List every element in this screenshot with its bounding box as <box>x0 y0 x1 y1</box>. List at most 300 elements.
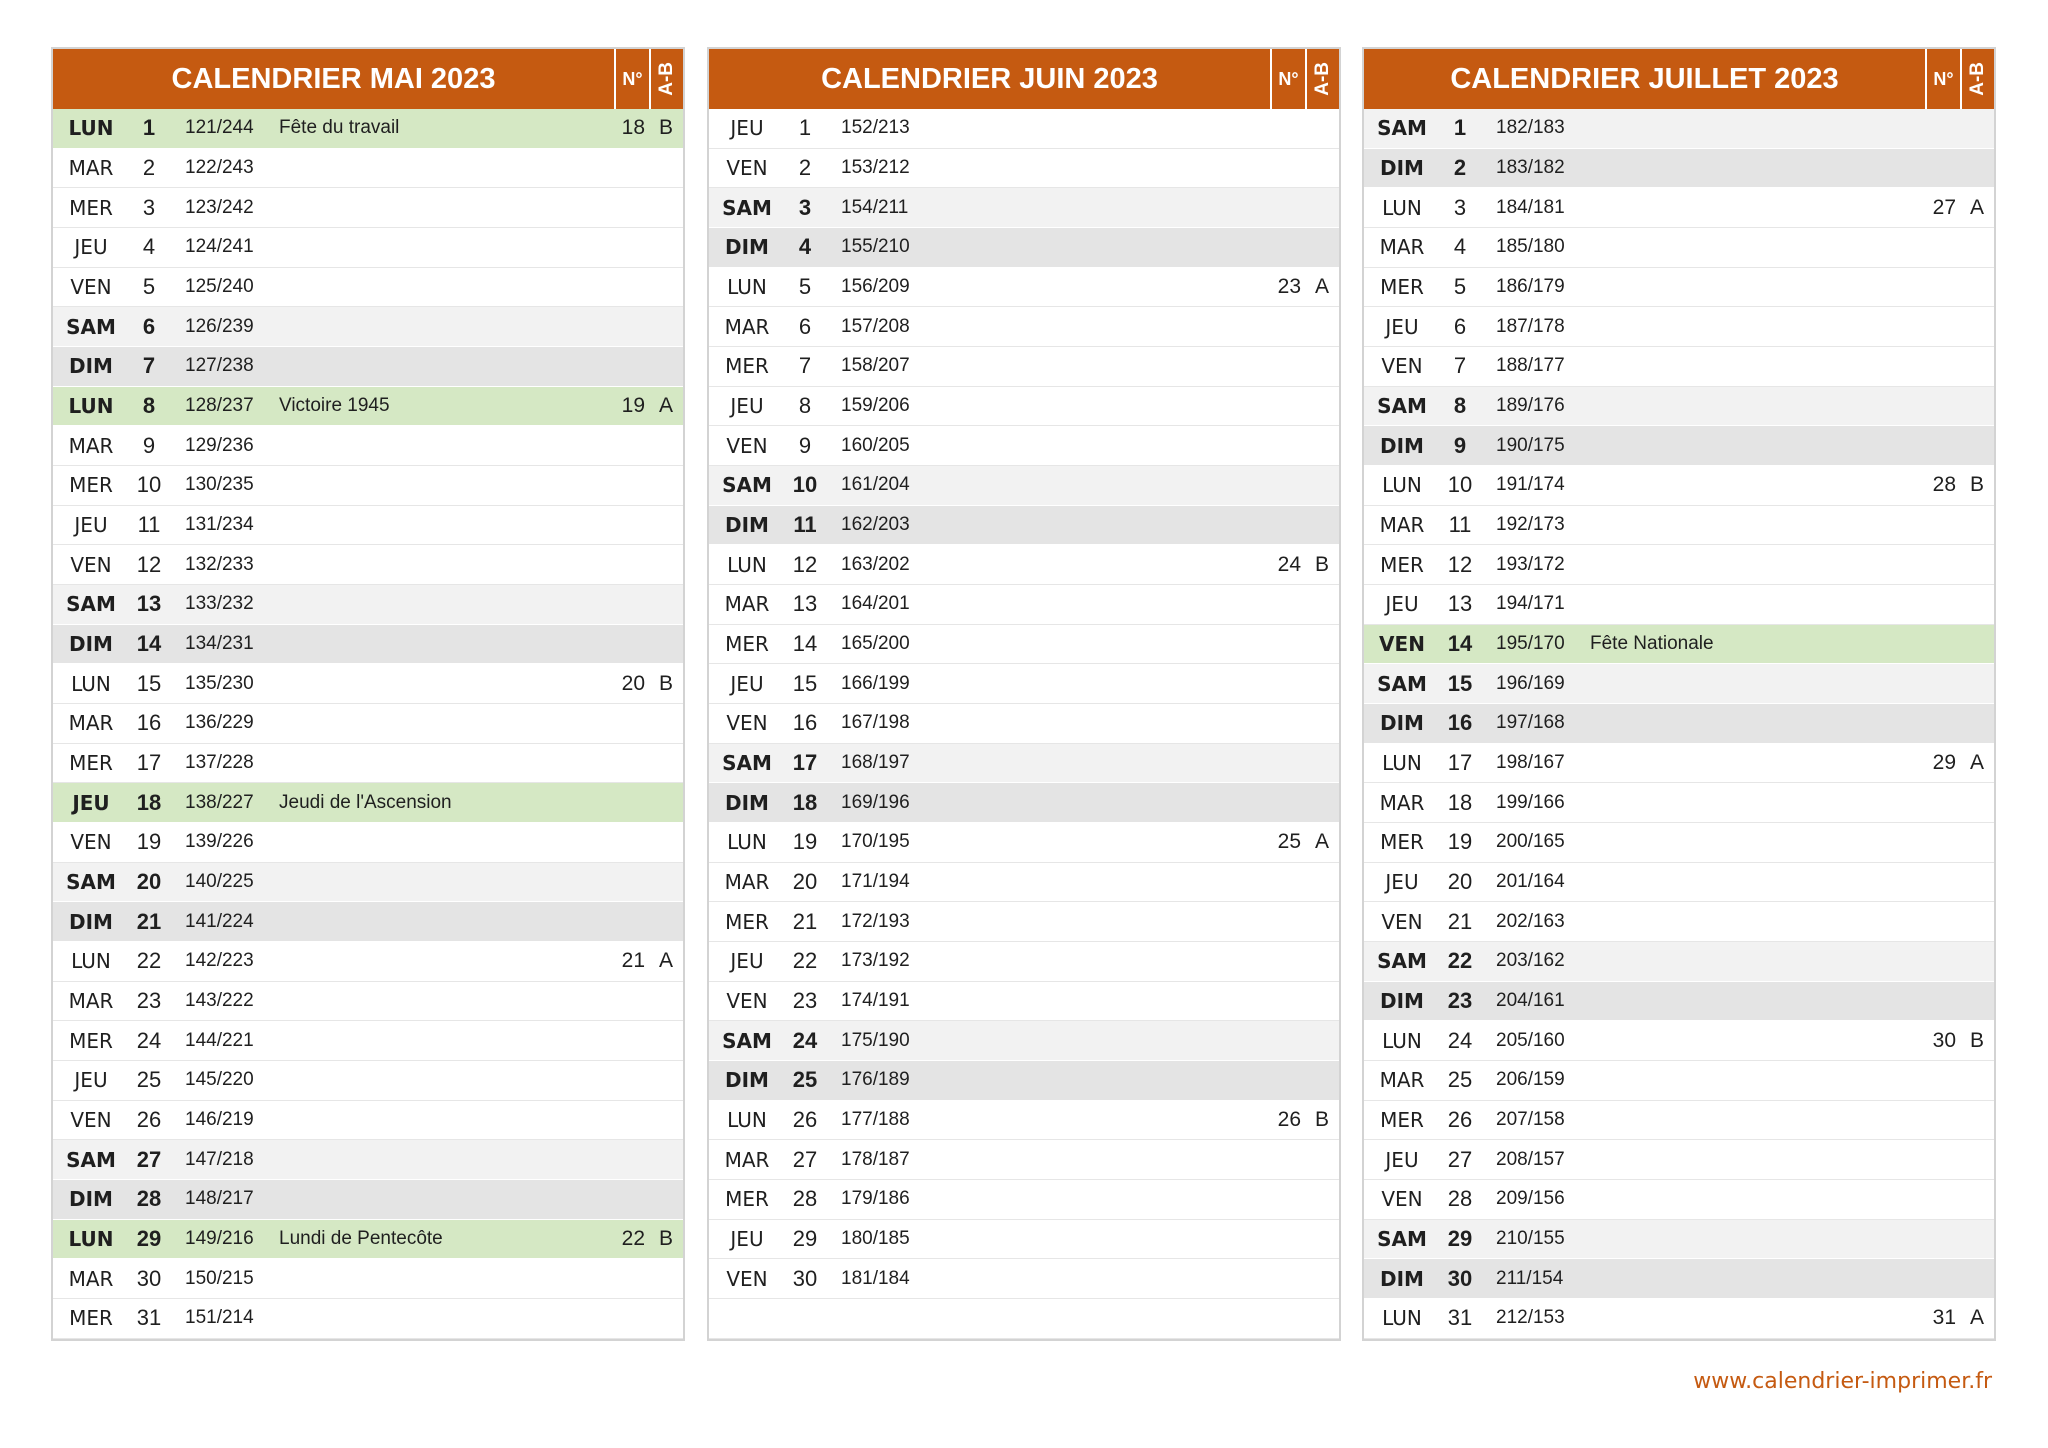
week-parity: B <box>658 1227 673 1251</box>
day-name: MAR <box>68 711 114 736</box>
month-header <box>1364 49 1994 109</box>
day-of-year: 183/182 <box>1496 157 1565 178</box>
day-name: DIM <box>1380 989 1424 1014</box>
week-parity: B <box>1969 1028 1984 1052</box>
day-of-year: 192/173 <box>1496 514 1565 536</box>
day-name: LUN <box>727 275 767 300</box>
day-of-year: 124/241 <box>185 236 254 258</box>
day-row <box>709 1061 1339 1101</box>
day-name: LUN <box>71 671 111 696</box>
holiday-name: Jeudi de l'Ascension <box>279 791 452 813</box>
day-number: 29 <box>1447 1226 1473 1252</box>
day-row <box>709 823 1339 863</box>
day-name: MER <box>69 195 113 220</box>
week-number: 30 <box>1932 1028 1956 1052</box>
day-of-year: 203/162 <box>1496 950 1565 972</box>
day-of-year: 152/213 <box>841 117 910 139</box>
day-name: SAM <box>1377 1227 1427 1252</box>
day-row <box>53 982 683 1022</box>
day-number: 23 <box>792 988 818 1014</box>
day-of-year: 178/187 <box>841 1148 910 1170</box>
day-number: 28 <box>1447 1186 1473 1212</box>
day-number: 21 <box>136 908 162 934</box>
day-row <box>1364 466 1994 506</box>
day-number: 24 <box>136 1027 162 1053</box>
day-row <box>709 149 1339 189</box>
day-row <box>1364 823 1994 863</box>
week-parity: A <box>1969 1306 1984 1330</box>
day-row <box>709 1220 1339 1260</box>
day-of-year: 194/171 <box>1496 593 1565 615</box>
day-number: 18 <box>136 789 162 815</box>
day-of-year: 128/237 <box>185 395 254 417</box>
day-name: SAM <box>66 314 116 339</box>
day-of-year: 175/190 <box>841 1029 910 1051</box>
day-of-year: 140/225 <box>185 871 254 893</box>
day-row <box>53 1259 683 1299</box>
day-rows <box>709 109 1339 1339</box>
day-of-year: 126/239 <box>185 315 254 337</box>
day-number: 20 <box>1447 869 1473 895</box>
day-row <box>709 228 1339 268</box>
day-name: MAR <box>724 314 770 339</box>
week-number: 28 <box>1932 473 1956 497</box>
day-of-year: 149/216 <box>185 1228 254 1250</box>
day-row <box>53 625 683 665</box>
day-name: LUN <box>1382 1028 1422 1053</box>
day-of-year: 132/233 <box>185 553 254 575</box>
day-number: 7 <box>142 353 156 379</box>
day-of-year: 186/179 <box>1496 276 1565 298</box>
day-number: 25 <box>1447 1067 1473 1093</box>
day-of-year: 176/189 <box>841 1069 910 1091</box>
day-name: LUN <box>1382 751 1422 776</box>
day-name: MER <box>69 1306 113 1331</box>
day-row <box>1364 506 1994 546</box>
day-of-year: 168/197 <box>841 752 910 774</box>
day-of-year: 169/196 <box>841 791 910 813</box>
day-number: 12 <box>136 551 162 577</box>
day-number: 2 <box>142 155 156 180</box>
day-name: LUN <box>1382 473 1422 498</box>
day-of-year: 165/200 <box>841 633 910 655</box>
day-of-year: 204/161 <box>1496 990 1565 1012</box>
day-number: 5 <box>142 274 156 300</box>
day-row <box>53 823 683 863</box>
day-row <box>1364 625 1994 665</box>
day-of-year: 208/157 <box>1496 1148 1565 1170</box>
day-name: MER <box>725 1187 769 1212</box>
week-number-header: N° <box>614 49 649 109</box>
day-row <box>53 149 683 189</box>
day-row <box>53 347 683 387</box>
day-of-year: 157/208 <box>841 315 910 337</box>
day-number: 20 <box>136 869 162 895</box>
day-of-year: 210/155 <box>1496 1228 1565 1250</box>
day-name: VEN <box>1379 632 1425 657</box>
day-name: MAR <box>724 1147 770 1172</box>
day-of-year: 153/212 <box>841 157 910 178</box>
day-number: 20 <box>792 869 818 895</box>
day-number: 3 <box>798 194 812 220</box>
day-name: LUN <box>68 1227 114 1252</box>
day-row <box>1364 1061 1994 1101</box>
day-of-year: 162/203 <box>841 514 910 536</box>
day-of-year: 196/169 <box>1496 672 1565 694</box>
day-of-year: 166/199 <box>841 672 910 694</box>
week-parity-header-cell <box>1960 49 1994 109</box>
day-number: 2 <box>1453 155 1467 180</box>
day-row <box>1364 228 1994 268</box>
day-number: 21 <box>792 908 818 934</box>
day-name: SAM <box>722 473 772 498</box>
day-row <box>709 863 1339 903</box>
day-row <box>709 1140 1339 1180</box>
day-number: 13 <box>1447 591 1473 617</box>
day-number: 18 <box>792 789 818 815</box>
week-number: 18 <box>621 116 645 140</box>
month-title: CALENDRIER JUIN 2023 <box>821 63 1158 95</box>
day-rows <box>1364 109 1994 1339</box>
month-panel-july <box>1362 47 1996 1341</box>
day-of-year: 212/153 <box>1496 1307 1565 1329</box>
month-panel-june <box>707 47 1341 1341</box>
day-name: MAR <box>1379 1068 1425 1093</box>
day-name: MAR <box>1379 235 1425 260</box>
day-name: MER <box>1380 552 1424 577</box>
day-name: DIM <box>69 1187 113 1212</box>
day-name: JEU <box>1385 1147 1419 1172</box>
day-number: 14 <box>136 631 162 657</box>
day-row <box>53 942 683 982</box>
day-row <box>53 1101 683 1141</box>
day-of-year: 191/174 <box>1496 474 1565 496</box>
day-number: 26 <box>1447 1107 1473 1133</box>
week-number: 19 <box>621 394 645 418</box>
day-name: SAM <box>66 870 116 895</box>
day-row <box>53 783 683 823</box>
day-of-year: 147/218 <box>185 1148 254 1170</box>
day-name: LUN <box>727 830 767 855</box>
day-row <box>709 982 1339 1022</box>
day-number: 12 <box>1447 551 1473 577</box>
day-of-year: 131/234 <box>185 514 254 536</box>
day-name: JEU <box>730 671 764 696</box>
holiday-name: Victoire 1945 <box>279 395 390 417</box>
day-name: MER <box>725 354 769 379</box>
day-of-year: 167/198 <box>841 712 910 734</box>
holiday-name: Lundi de Pentecôte <box>279 1228 443 1250</box>
day-name: VEN <box>726 711 768 736</box>
day-of-year: 137/228 <box>185 752 254 774</box>
day-row <box>709 704 1339 744</box>
day-of-year: 135/230 <box>185 672 254 694</box>
day-of-year: 171/194 <box>841 871 910 893</box>
day-number: 11 <box>137 512 161 538</box>
day-row <box>53 109 683 149</box>
day-number: 19 <box>1447 829 1473 855</box>
day-of-year: 179/186 <box>841 1188 910 1210</box>
day-of-year: 181/184 <box>841 1267 910 1289</box>
week-parity: A <box>1969 195 1984 219</box>
day-number: 28 <box>136 1186 162 1212</box>
day-row <box>709 783 1339 823</box>
week-parity: A <box>1314 830 1329 854</box>
day-name: SAM <box>1377 671 1427 696</box>
day-row <box>53 188 683 228</box>
day-number: 30 <box>1447 1265 1473 1291</box>
day-row <box>53 585 683 625</box>
day-row <box>1364 1101 1994 1141</box>
day-name: MAR <box>68 156 114 180</box>
day-row <box>1364 585 1994 625</box>
day-number: 30 <box>136 1265 162 1291</box>
week-parity: B <box>658 116 673 140</box>
day-of-year: 161/204 <box>841 474 910 496</box>
day-row <box>709 942 1339 982</box>
day-of-year: 170/195 <box>841 831 910 853</box>
day-row <box>53 466 683 506</box>
day-of-year: 198/167 <box>1496 752 1565 774</box>
day-name: VEN <box>1381 909 1423 934</box>
week-parity-header-cell <box>1305 49 1339 109</box>
month-header <box>709 49 1339 109</box>
day-row <box>53 1220 683 1260</box>
week-parity: A <box>1969 751 1984 775</box>
day-of-year: 151/214 <box>185 1307 254 1329</box>
day-name: MER <box>69 473 113 498</box>
day-name: MAR <box>68 1266 114 1291</box>
day-number: 25 <box>136 1067 162 1093</box>
day-row <box>1364 188 1994 228</box>
day-name: JEU <box>1385 314 1419 339</box>
day-name: SAM <box>66 1147 116 1172</box>
day-name: DIM <box>725 790 769 815</box>
day-number: 30 <box>792 1265 818 1291</box>
day-row <box>53 1180 683 1220</box>
day-name: JEU <box>730 394 764 419</box>
day-of-year: 159/206 <box>841 395 910 417</box>
day-name: MER <box>1380 1108 1424 1133</box>
day-name: JEU <box>730 116 764 141</box>
month-header <box>53 49 683 109</box>
day-of-year: 211/154 <box>1496 1267 1564 1289</box>
day-of-year: 207/158 <box>1496 1109 1565 1131</box>
day-name: JEU <box>72 790 110 815</box>
day-name: JEU <box>1385 592 1419 617</box>
day-number: 19 <box>792 829 818 855</box>
day-number: 9 <box>798 432 812 458</box>
day-number: 17 <box>1447 750 1473 776</box>
day-name: SAM <box>66 592 116 617</box>
day-of-year: 139/226 <box>185 831 254 853</box>
day-name: VEN <box>70 552 112 577</box>
day-number: 8 <box>142 393 156 419</box>
day-row <box>1364 149 1994 189</box>
day-of-year: 141/224 <box>185 910 254 932</box>
day-name: VEN <box>726 156 768 180</box>
day-number: 3 <box>142 194 156 220</box>
day-name: LUN <box>68 116 114 141</box>
day-name: LUN <box>727 1108 767 1133</box>
day-number: 4 <box>142 234 156 260</box>
website-link[interactable]: www.calendrier-imprimer.fr <box>1693 1369 1992 1394</box>
week-parity: B <box>658 671 673 695</box>
day-name: DIM <box>725 235 769 260</box>
day-name: VEN <box>1381 354 1423 379</box>
day-of-year: 142/223 <box>185 950 254 972</box>
week-parity: A <box>658 394 673 418</box>
day-row <box>1364 942 1994 982</box>
day-number: 7 <box>1453 353 1467 379</box>
day-number: 28 <box>792 1186 818 1212</box>
day-of-year: 122/243 <box>185 157 254 178</box>
day-name: JEU <box>74 1068 108 1093</box>
day-number: 8 <box>798 393 812 419</box>
day-row <box>53 902 683 942</box>
day-row <box>709 1101 1339 1141</box>
day-row <box>53 863 683 903</box>
day-number: 31 <box>1447 1305 1473 1331</box>
day-number: 5 <box>1453 274 1467 300</box>
day-name: LUN <box>68 394 114 419</box>
day-row <box>53 1021 683 1061</box>
day-row <box>709 1259 1339 1299</box>
day-number: 10 <box>136 472 162 498</box>
day-number: 24 <box>792 1027 818 1053</box>
day-row <box>1364 307 1994 347</box>
day-row <box>53 1299 683 1339</box>
day-name: DIM <box>1380 433 1424 458</box>
day-row <box>709 664 1339 704</box>
week-parity: B <box>1314 1108 1329 1132</box>
day-row <box>709 109 1339 149</box>
day-name: DIM <box>69 354 113 379</box>
day-name: DIM <box>725 513 769 538</box>
day-row <box>709 188 1339 228</box>
week-number: 20 <box>621 671 645 695</box>
day-row <box>709 625 1339 665</box>
day-row <box>709 545 1339 585</box>
day-name: LUN <box>1382 1306 1422 1331</box>
day-name: DIM <box>1380 156 1424 180</box>
day-of-year: 145/220 <box>185 1069 254 1091</box>
day-name: MAR <box>724 592 770 617</box>
day-number: 11 <box>793 512 817 538</box>
day-number: 5 <box>798 274 812 300</box>
day-of-year: 158/207 <box>841 355 910 377</box>
day-of-year: 163/202 <box>841 553 910 575</box>
day-name: SAM <box>722 195 772 220</box>
day-of-year: 202/163 <box>1496 910 1565 932</box>
day-of-year: 201/164 <box>1496 871 1565 893</box>
day-number: 4 <box>798 234 812 260</box>
day-row <box>1364 744 1994 784</box>
day-number: 22 <box>792 948 818 974</box>
day-row <box>709 268 1339 308</box>
day-row <box>53 387 683 427</box>
day-of-year: 156/209 <box>841 276 910 298</box>
day-number: 14 <box>1447 631 1473 657</box>
day-row <box>709 585 1339 625</box>
day-row <box>1364 268 1994 308</box>
day-row <box>1364 1180 1994 1220</box>
day-number: 10 <box>1447 472 1473 498</box>
week-parity-header: A-B <box>1967 62 1988 96</box>
day-of-year: 187/178 <box>1496 315 1565 337</box>
day-number: 12 <box>792 551 818 577</box>
day-of-year: 154/211 <box>841 196 909 218</box>
day-of-year: 155/210 <box>841 236 910 258</box>
day-of-year: 127/238 <box>185 355 254 377</box>
day-of-year: 130/235 <box>185 474 254 496</box>
day-number: 1 <box>142 115 156 141</box>
day-of-year: 205/160 <box>1496 1029 1565 1051</box>
month-panel-may <box>51 47 685 1341</box>
day-row <box>709 1021 1339 1061</box>
day-name: VEN <box>1381 1187 1423 1212</box>
day-row <box>53 506 683 546</box>
day-number: 15 <box>136 670 162 696</box>
day-name: JEU <box>74 513 108 538</box>
day-name: JEU <box>730 1227 764 1252</box>
week-number: 29 <box>1932 751 1956 775</box>
day-row <box>53 228 683 268</box>
day-of-year: 209/156 <box>1496 1188 1565 1210</box>
day-number: 16 <box>792 710 818 736</box>
day-row <box>1364 109 1994 149</box>
day-of-year: 125/240 <box>185 276 254 298</box>
day-name: MER <box>1380 275 1424 300</box>
day-of-year: 177/188 <box>841 1109 910 1131</box>
day-of-year: 174/191 <box>841 990 910 1012</box>
day-row <box>53 704 683 744</box>
day-name: DIM <box>725 1068 769 1093</box>
day-row <box>1364 1140 1994 1180</box>
week-number: 26 <box>1277 1108 1301 1132</box>
week-parity-header: A-B <box>656 62 677 96</box>
week-number: 24 <box>1277 552 1301 576</box>
day-number: 29 <box>792 1226 818 1252</box>
day-number: 29 <box>136 1226 162 1252</box>
day-of-year: 146/219 <box>185 1109 254 1131</box>
day-name: DIM <box>69 909 113 934</box>
month-title: CALENDRIER MAI 2023 <box>171 63 496 95</box>
day-row <box>53 268 683 308</box>
day-row <box>709 466 1339 506</box>
day-number: 3 <box>1453 194 1467 220</box>
day-row <box>709 307 1339 347</box>
day-of-year: 193/172 <box>1496 553 1565 575</box>
day-name: MER <box>1380 830 1424 855</box>
day-name: SAM <box>1377 116 1427 141</box>
day-row <box>53 545 683 585</box>
day-of-year: 173/192 <box>841 950 910 972</box>
day-number: 16 <box>1447 710 1473 736</box>
day-number: 14 <box>792 631 818 657</box>
day-row <box>1364 1299 1994 1339</box>
day-name: VEN <box>726 1266 768 1291</box>
week-parity: A <box>658 949 673 973</box>
day-name: SAM <box>1377 394 1427 419</box>
day-of-year: 143/222 <box>185 990 254 1012</box>
day-of-year: 195/170 <box>1496 633 1565 655</box>
day-of-year: 188/177 <box>1496 355 1565 377</box>
day-name: MAR <box>724 870 770 895</box>
day-number: 7 <box>798 353 812 379</box>
week-number: 27 <box>1932 195 1956 219</box>
day-number: 19 <box>136 829 162 855</box>
